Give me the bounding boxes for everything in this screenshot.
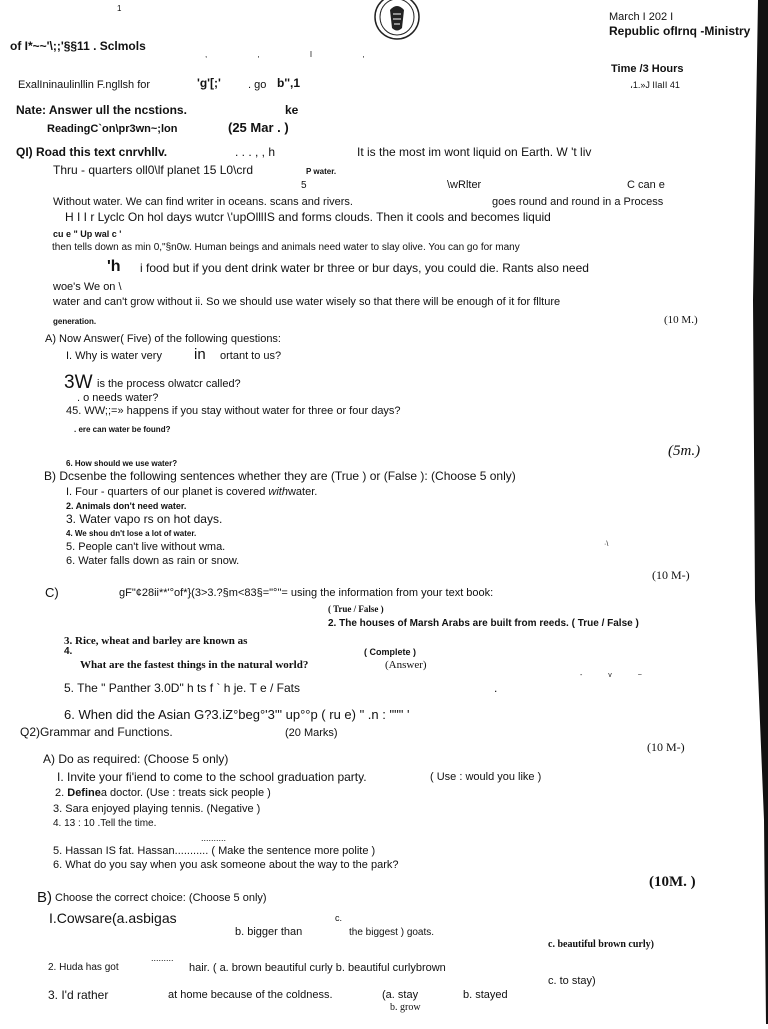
part-c-item-2: 2. The houses of Marsh Arabs are built from reeds. ( True / False ) xyxy=(328,618,639,629)
choice-item-3-a: (a. stay xyxy=(382,989,419,1001)
go-label: . go xyxy=(248,79,267,91)
passage-line: then tells down as min 0,"§n0w. Human beings and animals need water to slay olive. You can go for many xyxy=(52,242,520,253)
choice-item-3-mid: at home because of the coldness. xyxy=(168,989,333,1001)
arabic-line: ،1.»J IIaII 41 xyxy=(630,80,680,90)
passage-line: i food but if you dent drink water br three or bur days, you could die. Rants also need xyxy=(140,261,589,275)
part-c-heading: gF"¢28ii**'°of*}(3>3.?§m<83§="°"= using the information from your text book: xyxy=(119,587,494,599)
question-3b: . o needs water? xyxy=(77,392,159,404)
statement-3: 3. Water vapo rs on hot days. xyxy=(66,512,223,526)
fastest-question: What are the fastest things in the natural world? xyxy=(80,659,309,671)
republic-heading: Republic ofIrnq -Ministry xyxy=(609,24,751,38)
passage-fragment: P water. xyxy=(306,167,337,176)
ministry-seal-logo xyxy=(372,0,422,42)
exam-title: ExalIninaulinllin F.ngllsh for xyxy=(18,79,151,91)
choice-item-3-c: c. to stay) xyxy=(548,975,596,987)
b-code: b'',1 xyxy=(277,76,301,90)
part-c-label: C) xyxy=(45,585,59,600)
corner-mark: 1 xyxy=(117,4,122,13)
question-3: is the process olwatcr called? xyxy=(97,378,241,390)
q1-prompt: QI) Road this text cnrvhllv. xyxy=(16,145,168,159)
question-1-tail: ortant to us? xyxy=(220,350,282,362)
complete-label: ( Complete ) xyxy=(364,647,417,657)
q1-prompt-tail: . . . , , h xyxy=(235,145,276,159)
passage-fragment: C can e xyxy=(627,179,665,191)
passage-line: It is the most im wont liquid on Earth. W 't liv xyxy=(357,145,592,159)
question-5: . ere can water be found? xyxy=(74,425,171,434)
passage-fragment: \wRlter xyxy=(447,179,482,191)
grade-code: 'g'[;' xyxy=(197,76,221,90)
exam-date: March I 202 I xyxy=(609,11,674,23)
statement-5: 5. People can't live without wma. xyxy=(66,541,226,553)
choice-item-1-c: c. xyxy=(335,913,343,923)
part-a-heading: A) Now Answer( Five) of the following questions: xyxy=(45,333,281,345)
choice-item-4-grow: b. grow xyxy=(390,1002,421,1013)
statement-5-mark: ·\ xyxy=(604,541,609,548)
choice-item-2-c: c. beautiful brown curly) xyxy=(548,939,654,950)
q2-heading: Q2)Grammar and Functions. xyxy=(20,725,173,739)
part-b-marks: (10 M-) xyxy=(652,568,690,582)
part-c-item-4: 4. xyxy=(64,646,73,657)
true-false-option: ( True / False ) xyxy=(328,604,384,614)
q2-b-heading: Choose the correct choice: (Choose 5 only) xyxy=(55,892,267,904)
q2-a-heading: A) Do as required: (Choose 5 only) xyxy=(43,752,229,766)
part-b-heading: B) Dcsenbe the following sentences whether they are (True ) or (False ): (Choose 5 only) xyxy=(44,469,516,483)
choice-item-3: 3. I'd rather xyxy=(48,988,109,1002)
statement-4: 4. We shou dn't lose a lot of water. xyxy=(66,529,197,538)
choice-item-3-b: b. stayed xyxy=(463,989,508,1001)
part-a-marks: (5m.) xyxy=(668,443,701,459)
passage-fragment: cu e " Up wal c ' xyxy=(53,229,122,239)
note-ke: ke xyxy=(285,103,299,117)
passage-line: Without water. We can find writer in oceans. scans and rivers. xyxy=(53,196,353,208)
statement-2: 2. Animals don't need water. xyxy=(66,501,187,511)
q2-a-item-2: 2. Definea doctor. (Use : treats sick people ) xyxy=(55,787,271,799)
part-c-item-5: 5. The " Panther 3.0D" h ts f ` h je. T e / Fats xyxy=(64,681,300,695)
stray-marks: , , I , xyxy=(205,50,389,59)
question-6: 6. How should we use water? xyxy=(66,459,178,468)
q2-a-item-4: 4. 13 : 10 .Tell the time. xyxy=(53,818,157,829)
passage-line: goes round and round in a Process xyxy=(492,196,664,208)
q2-a-item-3: 3. Sara enjoyed playing tennis. (Negative ) xyxy=(53,803,261,815)
q2-b-label: B) xyxy=(37,889,52,906)
question-1-fragment: in xyxy=(194,346,206,363)
statement-6: 6. Water falls down as rain or snow. xyxy=(66,555,240,567)
question-1: I. Why is water very xyxy=(66,350,162,362)
choice-item-2: 2. Huda has got xyxy=(48,962,119,973)
exam-time: Time /3 Hours xyxy=(611,63,684,75)
passage-fragment: 5 xyxy=(301,180,307,191)
q2-a-item-1: I. Invite your fi'iend to come to the school graduation party. xyxy=(57,770,367,784)
passage-line: water and can't grow without ii. So we should use water wisely so that there will be enough of it for fllture xyxy=(53,296,561,308)
q2-marks: (10 M-) xyxy=(647,740,685,754)
reading-title: ReadingC`on\pr3wn~;lon xyxy=(47,123,178,135)
question-3-big: 3W xyxy=(64,372,93,393)
passage-big-h: 'h xyxy=(107,258,121,275)
q1-marks: (10 M.) xyxy=(664,314,698,326)
choice-item-2-tail: hair. ( a. brown beautiful curly b. beautiful curlybrown xyxy=(189,962,446,974)
part-c-item-3: 3. Rice, wheat and barley are known as xyxy=(64,635,248,647)
q2-b-marks: (10M. ) xyxy=(649,874,696,890)
choice-item-1-b: b. bigger than xyxy=(235,926,303,938)
q2-a-item-5: 5. Hassan IS fat. Hassan........... ( Make the sentence more polite ) xyxy=(53,845,376,857)
q2-a-item-1-use: ( Use : would you like ) xyxy=(430,771,542,783)
school-name: of I*~~'\;;'§§11 . Sclmols xyxy=(10,39,146,53)
scan-dark-edge xyxy=(752,0,768,1024)
passage-line: woe's We on \ xyxy=(53,281,122,293)
passage-line: generation. xyxy=(53,317,97,326)
q2-a-dots: .......... xyxy=(201,833,227,843)
q2-total-marks: (20 Marks) xyxy=(285,727,338,739)
q2-a-item-6: 6. What do you say when you ask someone about the way to the park? xyxy=(53,859,399,871)
part-c-item-5-dot: . xyxy=(494,681,498,695)
passage-line: H I I r Lyclc On hol days wutcr \'upOlllIS and forms clouds. Then it cools and becomes liquid xyxy=(65,210,551,224)
choice-item-1-biggest: the biggest ) goats. xyxy=(349,927,435,938)
answer-label: (Answer) xyxy=(385,659,427,671)
choice-item-2-dots: ......... xyxy=(151,953,174,963)
statement-1: I. Four - quarters of our planet is covered withwater. xyxy=(66,486,318,498)
choice-item-1: I.Cowsare(a.asbigas xyxy=(49,910,177,926)
reading-marks: (25 Mar . ) xyxy=(228,120,289,135)
question-45: 45. WW;;=» happens if you stay without water for three or four days? xyxy=(66,405,401,417)
passage-line: Thru - quarters oll0\lf planet 15 L0\crd xyxy=(53,163,254,177)
part-c-stray-marks: - v ~ xyxy=(580,672,654,679)
part-c-item-6: 6. When did the Asian G?3.iZ°beg°'3'" up°°p ( ru e) " .n : """ ' xyxy=(64,707,410,722)
note-line: Nate: Answer ull the ncstions. xyxy=(16,103,187,117)
